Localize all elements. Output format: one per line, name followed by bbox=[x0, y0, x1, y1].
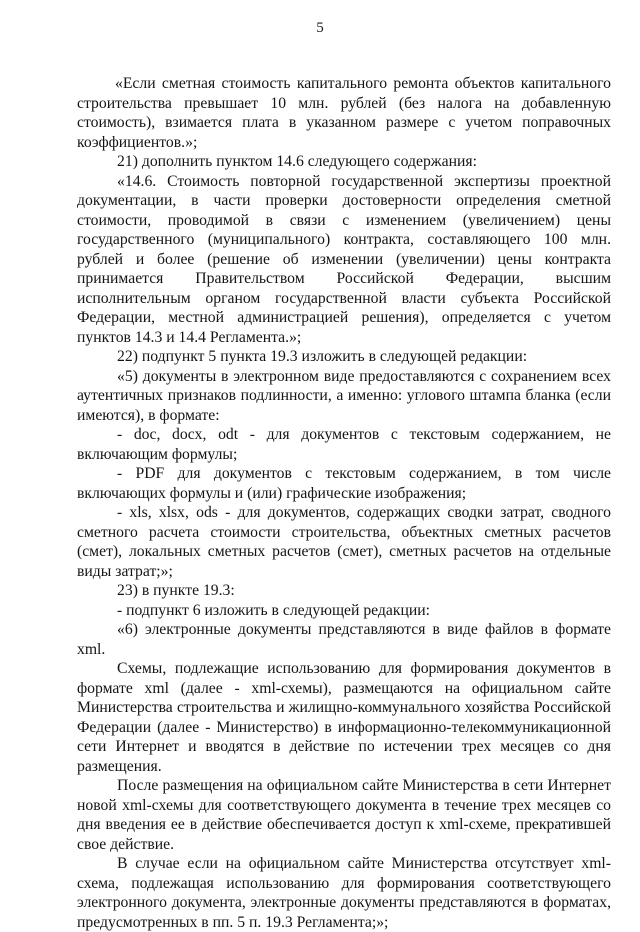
paragraph-format-pdf: - PDF для документов с текстовым содержанием, в том числе включающих формулы и (или) графические изображения; bbox=[77, 465, 611, 502]
paragraph-item-21: 21) дополнить пунктом 14.6 следующего содержания: bbox=[117, 153, 477, 170]
paragraph-format-xls: - xls, xlsx, ods - для документов, содержащих сводки затрат, сводного сметного расчета стоимости строительства, объектных сметных расчетов (смет), локальных сметных расчетов (смет), сметных расчетов на отдельные виды затрат;»; bbox=[77, 504, 611, 580]
document-body bbox=[77, 74, 611, 932]
paragraph-clause-14-6: «14.6. Стоимость повторной государственной экспертизы проектной документации, в части проверки достоверности определения сметной стоимости, проводимой в связи с изменением (увеличением) цены государственного (муниципального) контракта, составляющего 100 млн. рублей и более (решение об изменении (увеличении) цены контракта принимается Правительством Российской Федерации, высшим исполнительным органом государственной власти субъекта Российской Федерации, местной администрацией решения), определяется с учетом пунктов 14.3 и 14.4 Регламента.»; bbox=[77, 172, 611, 346]
paragraph-xml-schemas: Схемы, подлежащие использованию для формирования документов в формате xml (далее - xml-схемы), размещаются на официальном сайте Министерства строительства и жилищно-коммунального хозяйства Российской Федерации (далее - Министерство) в информационно-телекоммуникационной сети Интернет и вводятся в действие по истечении трех месяцев со дня размещения. bbox=[77, 660, 611, 775]
paragraph-format-doc: - doc, docx, odt - для документов с текстовым содержанием, не включающим формулы; bbox=[77, 426, 611, 463]
paragraph-subitem-5: «5) документы в электронном виде предоставляются с сохранением всех аутентичных признаков подлинности, а именно: углового штампа бланка (если имеются), в формате: bbox=[77, 367, 611, 424]
paragraph-item-22: 22) подпункт 5 пункта 19.3 изложить в следующей редакции: bbox=[117, 348, 528, 365]
paragraph-subitem-6-intro: - подпункт 6 изложить в следующей редакции: bbox=[117, 601, 431, 619]
paragraph-after-publication: После размещения на официальном сайте Министерства в сети Интернет новой xml-схемы для соответствующего документа в течение трех месяцев со дня введения ее в действие обеспечивается доступ к xml-схеме, прекратившей свое действие. bbox=[77, 777, 611, 853]
paragraph-item-23: 23) в пункте 19.3: bbox=[117, 582, 235, 599]
paragraph-subitem-6-xml: «6) электронные документы представляются в виде файлов в формате xml. bbox=[77, 621, 611, 658]
paragraph-capital-repair-fee: «Если сметная стоимость капитального ремонта объектов капитального строительства превышает 10 млн. рублей (без налога на добавленную стоимость), взимается плата в указанном размере с учетом поправочных коэффициентов.»; bbox=[77, 75, 611, 151]
page-number: 5 bbox=[316, 20, 324, 36]
paragraph-missing-schema: В случае если на официальном сайте Министерства отсутствует xml-схема, подлежащая использованию для формирования соответствующего электронного документа, электронные документы представляются в форматах, предусмотренных в пп. 5 п. 19.3 Регламента;»; bbox=[77, 855, 611, 931]
